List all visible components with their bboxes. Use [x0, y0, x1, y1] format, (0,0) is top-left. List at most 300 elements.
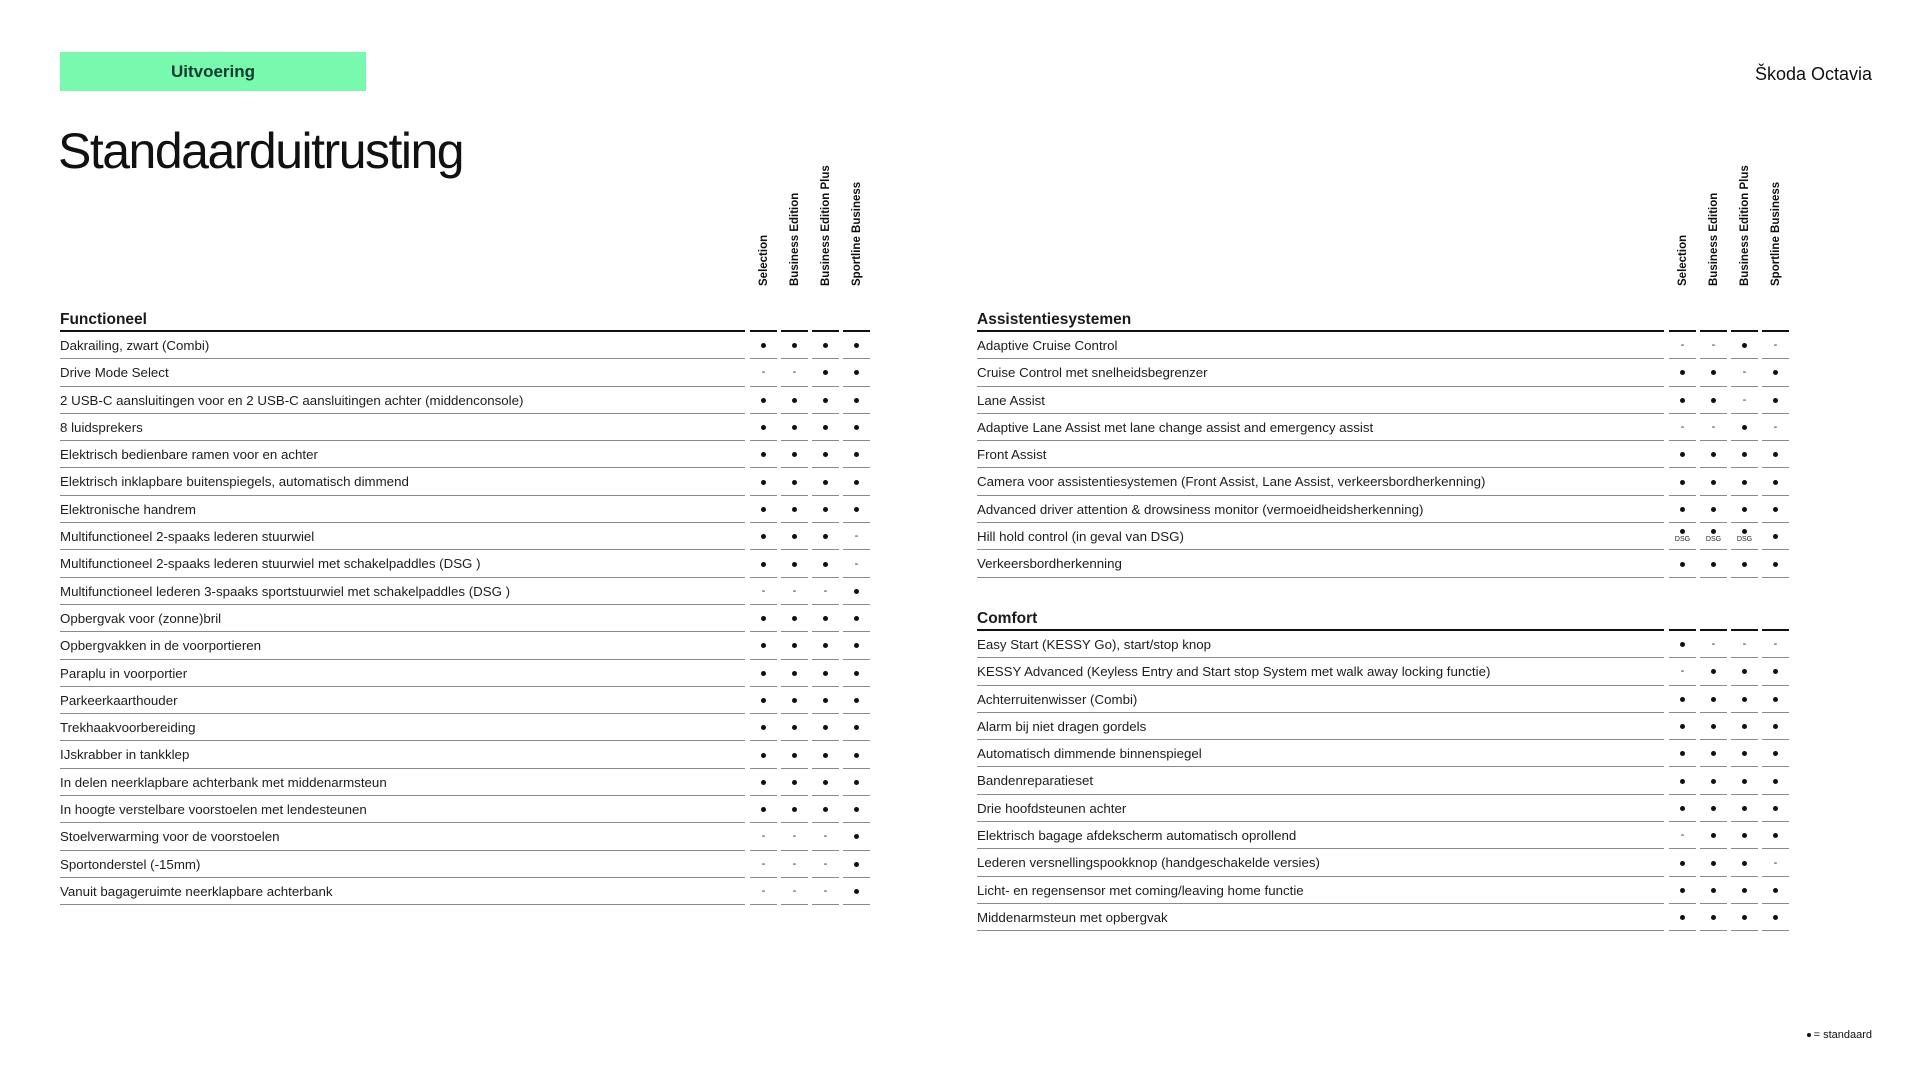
- table-row: [60, 605, 874, 632]
- availability-cell: [781, 660, 808, 687]
- column-header: [1731, 165, 1758, 298]
- availability-cell: [1731, 414, 1758, 441]
- standard-dot-icon: [1680, 861, 1685, 866]
- standard-dot-icon: [1742, 779, 1747, 784]
- availability-cell: [1700, 713, 1727, 740]
- row-rule: [977, 577, 1664, 578]
- feature-label: Multifunctioneel 2-spaaks lederen stuurwiel: [60, 529, 315, 545]
- standard-dot-icon: [792, 780, 797, 785]
- availability-cell: [1700, 877, 1727, 904]
- not-available-dash: -: [854, 557, 859, 570]
- standard-dot-icon: [761, 643, 766, 648]
- not-available-dash: -: [792, 830, 797, 843]
- availability-cell: [1762, 387, 1789, 414]
- availability-cell: [781, 714, 808, 741]
- availability-cell: [843, 878, 870, 905]
- column-header-label: Business Edition Plus: [819, 165, 832, 286]
- standard-dot-icon: [761, 452, 766, 457]
- availability-cell: [812, 878, 839, 905]
- standard-dot-icon: [761, 725, 766, 730]
- not-available-dash: -: [1773, 638, 1778, 651]
- standard-dot-icon: [823, 370, 828, 375]
- standard-dot-icon: [823, 343, 828, 348]
- availability-cell: [750, 632, 777, 659]
- availability-cell: [750, 578, 777, 605]
- not-available-dash: -: [792, 366, 797, 379]
- standard-dot-icon: [792, 398, 797, 403]
- availability-cell: [843, 769, 870, 796]
- standard-dot-icon: [823, 807, 828, 812]
- standard-dot-icon: [1711, 861, 1716, 866]
- availability-cell: [812, 550, 839, 577]
- standard-dot-icon: [792, 507, 797, 512]
- availability-cell: [1731, 387, 1758, 414]
- standard-dot-icon: [823, 480, 828, 485]
- column-header: [781, 178, 808, 298]
- not-available-dash: -: [823, 885, 828, 898]
- standard-dot-icon: [823, 698, 828, 703]
- availability-cell: [750, 796, 777, 823]
- not-available-dash: -: [1680, 665, 1685, 678]
- availability-cell: [781, 441, 808, 468]
- feature-label: Verkeersbordherkenning: [977, 556, 1122, 572]
- availability-cell: [781, 796, 808, 823]
- standard-dot-icon: [1680, 507, 1685, 512]
- availability-cell: [781, 332, 808, 359]
- standard-dot-icon: [823, 643, 828, 648]
- standard-dot-icon: [1680, 529, 1685, 534]
- availability-cell: [812, 605, 839, 632]
- availability-cell: [1731, 767, 1758, 794]
- availability-cell: [1731, 849, 1758, 876]
- table-row: [60, 550, 874, 577]
- not-available-dash: -: [823, 857, 828, 870]
- availability-cell: [1669, 877, 1696, 904]
- standard-dot-icon: [761, 562, 766, 567]
- standard-dot-icon: [1680, 642, 1685, 647]
- availability-cell: [1669, 904, 1696, 931]
- availability-cell: [1731, 877, 1758, 904]
- availability-cell: [750, 441, 777, 468]
- availability-cell: [1731, 332, 1758, 359]
- column-header-label: Business Edition: [1707, 192, 1720, 286]
- availability-cell: [1731, 441, 1758, 468]
- not-available-dash: -: [761, 366, 766, 379]
- dsg-note: DSG: [1674, 536, 1691, 544]
- availability-cell: [1700, 767, 1727, 794]
- availability-cell: [1731, 359, 1758, 386]
- column-header: [1669, 178, 1696, 298]
- availability-cell: [1762, 332, 1789, 359]
- availability-cell: [1700, 631, 1727, 658]
- availability-cell: [1762, 441, 1789, 468]
- table-row: [977, 822, 1793, 849]
- standard-dot-icon: [792, 671, 797, 676]
- availability-cell: [1762, 550, 1789, 577]
- standard-dot-icon: [1742, 507, 1747, 512]
- standard-dot-icon: [1773, 724, 1778, 729]
- feature-label: Dakrailing, zwart (Combi): [60, 338, 210, 353]
- not-available-dash: -: [1711, 339, 1716, 352]
- availability-cell: [1700, 332, 1727, 359]
- feature-label: Licht- en regensensor met coming/leaving home functie: [977, 882, 1304, 898]
- availability-cell: [1669, 332, 1696, 359]
- availability-cell: [843, 359, 870, 386]
- standard-dot-icon: [761, 398, 766, 403]
- column-header: [750, 178, 777, 298]
- standard-dot-icon: [1711, 779, 1716, 784]
- availability-cell: [812, 496, 839, 523]
- standard-dot-icon: [1711, 806, 1716, 811]
- availability-cell: [1700, 387, 1727, 414]
- column-header: [1700, 178, 1727, 298]
- not-available-dash: -: [823, 584, 828, 597]
- table-row: [60, 441, 874, 468]
- column-header-label: Selection: [757, 234, 770, 286]
- availability-cell: [843, 332, 870, 359]
- standard-dot-icon: [1773, 669, 1778, 674]
- availability-cell: [1731, 631, 1758, 658]
- availability-cell: [843, 387, 870, 414]
- standard-dot-icon: [854, 370, 859, 375]
- standard-dot-icon: [792, 698, 797, 703]
- availability-cell: [1669, 631, 1696, 658]
- section-tag: [60, 52, 366, 91]
- table-row: [60, 523, 874, 550]
- feature-label: KESSY Advanced (Keyless Entry and Start stop System met walk away locking functie): [977, 664, 1491, 680]
- cell-rule: [750, 904, 777, 905]
- availability-cell: [750, 550, 777, 577]
- table-row: [977, 414, 1793, 441]
- availability-cell: [781, 605, 808, 632]
- cell-rule: [1700, 930, 1727, 931]
- standard-dot-icon: [1773, 833, 1778, 838]
- availability-cell: [812, 414, 839, 441]
- feature-label: Opbergvak voor (zonne)bril: [60, 610, 222, 626]
- table-row: [60, 387, 874, 414]
- table-row: [60, 741, 874, 768]
- standard-dot-icon: [1680, 562, 1685, 567]
- availability-cell: [1700, 496, 1727, 523]
- standard-dot-icon: [1680, 724, 1685, 729]
- cell-rule: [781, 904, 808, 905]
- dsg-note: DSG: [1736, 536, 1753, 544]
- column-header-label: Business Edition: [788, 192, 801, 286]
- dsg-note: DSG: [1705, 536, 1722, 544]
- availability-cell: [781, 769, 808, 796]
- section-title-text: Functioneel: [60, 311, 147, 328]
- not-available-dash: -: [761, 830, 766, 843]
- table-row: [977, 631, 1793, 658]
- availability-cell: [1669, 658, 1696, 685]
- cell-rule: [812, 904, 839, 905]
- availability-cell: [750, 769, 777, 796]
- availability-cell: [1762, 631, 1789, 658]
- standard-dot-icon: [761, 425, 766, 430]
- section-functioneel: [60, 306, 874, 905]
- standard-dot-icon: [792, 753, 797, 758]
- availability-cell: [1762, 496, 1789, 523]
- standard-dot-icon: [823, 671, 828, 676]
- standard-dot-icon: [1742, 861, 1747, 866]
- row-rule: [60, 904, 745, 905]
- availability-cell: [812, 468, 839, 495]
- standard-dot-icon: [1773, 751, 1778, 756]
- standard-dot-icon: [1711, 669, 1716, 674]
- standard-dot-icon: [1711, 398, 1716, 403]
- feature-label: Paraplu in voorportier: [60, 665, 188, 681]
- availability-cell: [812, 332, 839, 359]
- availability-cell: [750, 414, 777, 441]
- standard-dot-icon: [1773, 534, 1778, 539]
- table-row: [60, 414, 874, 441]
- standard-dot-icon: [854, 343, 859, 348]
- availability-cell: [750, 823, 777, 850]
- standard-dot-icon: [823, 780, 828, 785]
- availability-cell: [750, 851, 777, 878]
- availability-cell: [1731, 822, 1758, 849]
- availability-cell: [812, 796, 839, 823]
- availability-cell: [1762, 359, 1789, 386]
- not-available-dash: -: [761, 584, 766, 597]
- cell-rule: [1669, 930, 1696, 931]
- standard-dot-icon: [854, 616, 859, 621]
- standard-dot-icon: [823, 753, 828, 758]
- standard-dot-icon: [761, 343, 766, 348]
- feature-label: Easy Start (KESSY Go), start/stop knop: [977, 637, 1212, 652]
- availability-cell: [781, 387, 808, 414]
- table-row: [60, 468, 874, 495]
- legend: [1807, 1029, 1872, 1041]
- availability-cell: [781, 741, 808, 768]
- availability-cell: [843, 687, 870, 714]
- section-assistentiesystemen: [977, 306, 1793, 578]
- availability-cell: [1762, 713, 1789, 740]
- feature-label: Drie hoofdsteunen achter: [977, 800, 1127, 816]
- column-header-label: Business Edition Plus: [1738, 165, 1751, 286]
- availability-cell: [750, 741, 777, 768]
- standard-dot-icon: [854, 452, 859, 457]
- not-available-dash: -: [1773, 339, 1778, 352]
- availability-cell: [1731, 550, 1758, 577]
- availability-cell: [750, 387, 777, 414]
- availability-cell: [812, 851, 839, 878]
- not-available-dash: -: [1680, 829, 1685, 842]
- feature-label: Sportonderstel (-15mm): [60, 856, 201, 872]
- section-title: [60, 306, 874, 332]
- standard-dot-icon: [1680, 480, 1685, 485]
- feature-label: IJskrabber in tankklep: [60, 747, 190, 763]
- availability-cell: [812, 741, 839, 768]
- not-available-dash: -: [1680, 339, 1685, 352]
- standard-dot-icon: [823, 425, 828, 430]
- availability-cell: [1731, 795, 1758, 822]
- standard-dot-icon: [1742, 833, 1747, 838]
- feature-label: Elektronische handrem: [60, 501, 196, 517]
- cell-rule: [1669, 577, 1696, 578]
- column-header-label: Sportline Business: [850, 181, 863, 286]
- feature-label: In hoogte verstelbare voorstoelen met lendesteunen: [60, 802, 367, 818]
- availability-cell: [812, 523, 839, 550]
- standard-dot-icon: [1742, 669, 1747, 674]
- table-row: [60, 878, 874, 905]
- availability-cell: [812, 714, 839, 741]
- availability-cell: [843, 523, 870, 550]
- availability-cell: [1669, 740, 1696, 767]
- feature-label: Cruise Control met snelheidsbegrenzer: [977, 365, 1208, 381]
- standard-dot-icon: [854, 507, 859, 512]
- standard-dot-icon: [792, 425, 797, 430]
- availability-cell: [750, 359, 777, 386]
- table-row: [60, 578, 874, 605]
- availability-cell: [1762, 877, 1789, 904]
- table-row: [60, 851, 874, 878]
- standard-dot-icon: [1773, 480, 1778, 485]
- standard-dot-icon: [854, 589, 859, 594]
- standard-dot-icon: [823, 562, 828, 567]
- feature-label: Elektrisch bagage afdekscherm automatisch oprollend: [977, 828, 1297, 844]
- standard-dot-icon: [792, 725, 797, 730]
- availability-cell: [1762, 849, 1789, 876]
- standard-dot-icon: [854, 425, 859, 430]
- standard-dot-icon: [761, 507, 766, 512]
- standard-dot-icon: [823, 398, 828, 403]
- not-available-dash: -: [854, 530, 859, 543]
- availability-cell: [1762, 686, 1789, 713]
- not-available-dash: -: [1742, 638, 1747, 651]
- availability-cell: [1731, 496, 1758, 523]
- standard-dot-icon: [792, 807, 797, 812]
- standard-dot-icon: [1742, 751, 1747, 756]
- not-available-dash: -: [1711, 421, 1716, 434]
- table-row: [977, 550, 1793, 577]
- feature-label: Trekhaakvoorbereiding: [60, 720, 196, 736]
- standard-dot-icon: [854, 698, 859, 703]
- availability-cell: [1700, 795, 1727, 822]
- availability-cell: [812, 823, 839, 850]
- standard-dot-icon: [1773, 915, 1778, 920]
- standard-dot-icon: [1711, 480, 1716, 485]
- standard-dot-icon: [1680, 888, 1685, 893]
- section-comfort: [977, 605, 1793, 931]
- availability-cell: [843, 714, 870, 741]
- column-header-label: Sportline Business: [1769, 181, 1782, 286]
- availability-cell: [750, 660, 777, 687]
- availability-cell: [1669, 686, 1696, 713]
- feature-label: Bandenreparatieset: [977, 773, 1094, 789]
- standard-dot-icon: [1680, 915, 1685, 920]
- standard-dot-icon: [854, 780, 859, 785]
- availability-cell: [843, 605, 870, 632]
- table-row: [60, 769, 874, 796]
- availability-cell: [812, 632, 839, 659]
- standard-dot-icon: [1773, 398, 1778, 403]
- standard-dot-icon: [1742, 697, 1747, 702]
- standard-dot-icon: [1711, 833, 1716, 838]
- availability-cell: [1700, 523, 1727, 550]
- column-header: [1762, 178, 1789, 298]
- standard-dot-icon: [761, 534, 766, 539]
- feature-label: Opbergvakken in de voorportieren: [60, 638, 262, 654]
- not-available-dash: -: [1742, 393, 1747, 406]
- table-row: [60, 632, 874, 659]
- standard-dot-icon: [1680, 398, 1685, 403]
- standard-dot-icon: [792, 452, 797, 457]
- standard-dot-icon: [761, 480, 766, 485]
- page-title: Standaarduitrusting: [58, 123, 464, 179]
- availability-cell: [1669, 523, 1696, 550]
- availability-cell: [1700, 686, 1727, 713]
- availability-cell: [781, 632, 808, 659]
- availability-cell: [781, 523, 808, 550]
- table-row: [60, 823, 874, 850]
- availability-cell: [812, 769, 839, 796]
- availability-cell: [1700, 550, 1727, 577]
- feature-label: Automatisch dimmende binnenspiegel: [977, 746, 1202, 762]
- availability-cell: [781, 851, 808, 878]
- availability-cell: [1700, 468, 1727, 495]
- availability-cell: [1669, 849, 1696, 876]
- section-title-text: Comfort: [977, 610, 1038, 627]
- standard-dot-icon: [1742, 425, 1747, 430]
- section-tag-label: Uitvoering: [170, 61, 256, 81]
- feature-label: Stoelverwarming voor de voorstoelen: [60, 829, 280, 845]
- availability-cell: [812, 687, 839, 714]
- availability-cell: [781, 578, 808, 605]
- not-available-dash: -: [1773, 421, 1778, 434]
- availability-cell: [1669, 767, 1696, 794]
- table-row: [977, 359, 1793, 386]
- standard-dot-icon: [1742, 529, 1747, 534]
- table-row: [977, 658, 1793, 685]
- feature-label: Drive Mode Select: [60, 365, 169, 381]
- table-row: [60, 714, 874, 741]
- not-available-dash: -: [761, 885, 766, 898]
- availability-cell: [1669, 550, 1696, 577]
- standard-dot-icon: [792, 343, 797, 348]
- availability-cell: [781, 414, 808, 441]
- standard-dot-icon: [1773, 507, 1778, 512]
- availability-cell: [750, 468, 777, 495]
- standard-dot-icon: [823, 725, 828, 730]
- section-title: [977, 306, 1793, 332]
- availability-cell: [1700, 441, 1727, 468]
- availability-cell: [781, 468, 808, 495]
- availability-cell: [1700, 822, 1727, 849]
- standard-dot-icon: [761, 671, 766, 676]
- availability-cell: [1731, 523, 1758, 550]
- cell-rule: [1731, 577, 1758, 578]
- not-available-dash: -: [792, 584, 797, 597]
- standard-dot-icon: [854, 643, 859, 648]
- availability-cell: [1669, 795, 1696, 822]
- standard-dot-icon: [1680, 779, 1685, 784]
- standard-dot-icon: [1742, 724, 1747, 729]
- availability-cell: [843, 660, 870, 687]
- feature-label: Lederen versnellingspookknop (handgeschakelde versies): [977, 855, 1320, 871]
- column-headers: [977, 165, 1793, 298]
- standard-dot-icon: [761, 807, 766, 812]
- table-row: [60, 332, 874, 359]
- availability-cell: [1669, 387, 1696, 414]
- availability-cell: [1700, 904, 1727, 931]
- cell-rule: [1762, 577, 1789, 578]
- feature-label: Advanced driver attention & drowsiness monitor (vermoeidheidsherkenning): [977, 501, 1424, 517]
- standard-dot-icon: [1680, 370, 1685, 375]
- feature-label: 2 USB-C aansluitingen voor en 2 USB-C aansluitingen achter (middenconsole): [60, 392, 524, 408]
- availability-cell: [750, 496, 777, 523]
- availability-cell: [750, 878, 777, 905]
